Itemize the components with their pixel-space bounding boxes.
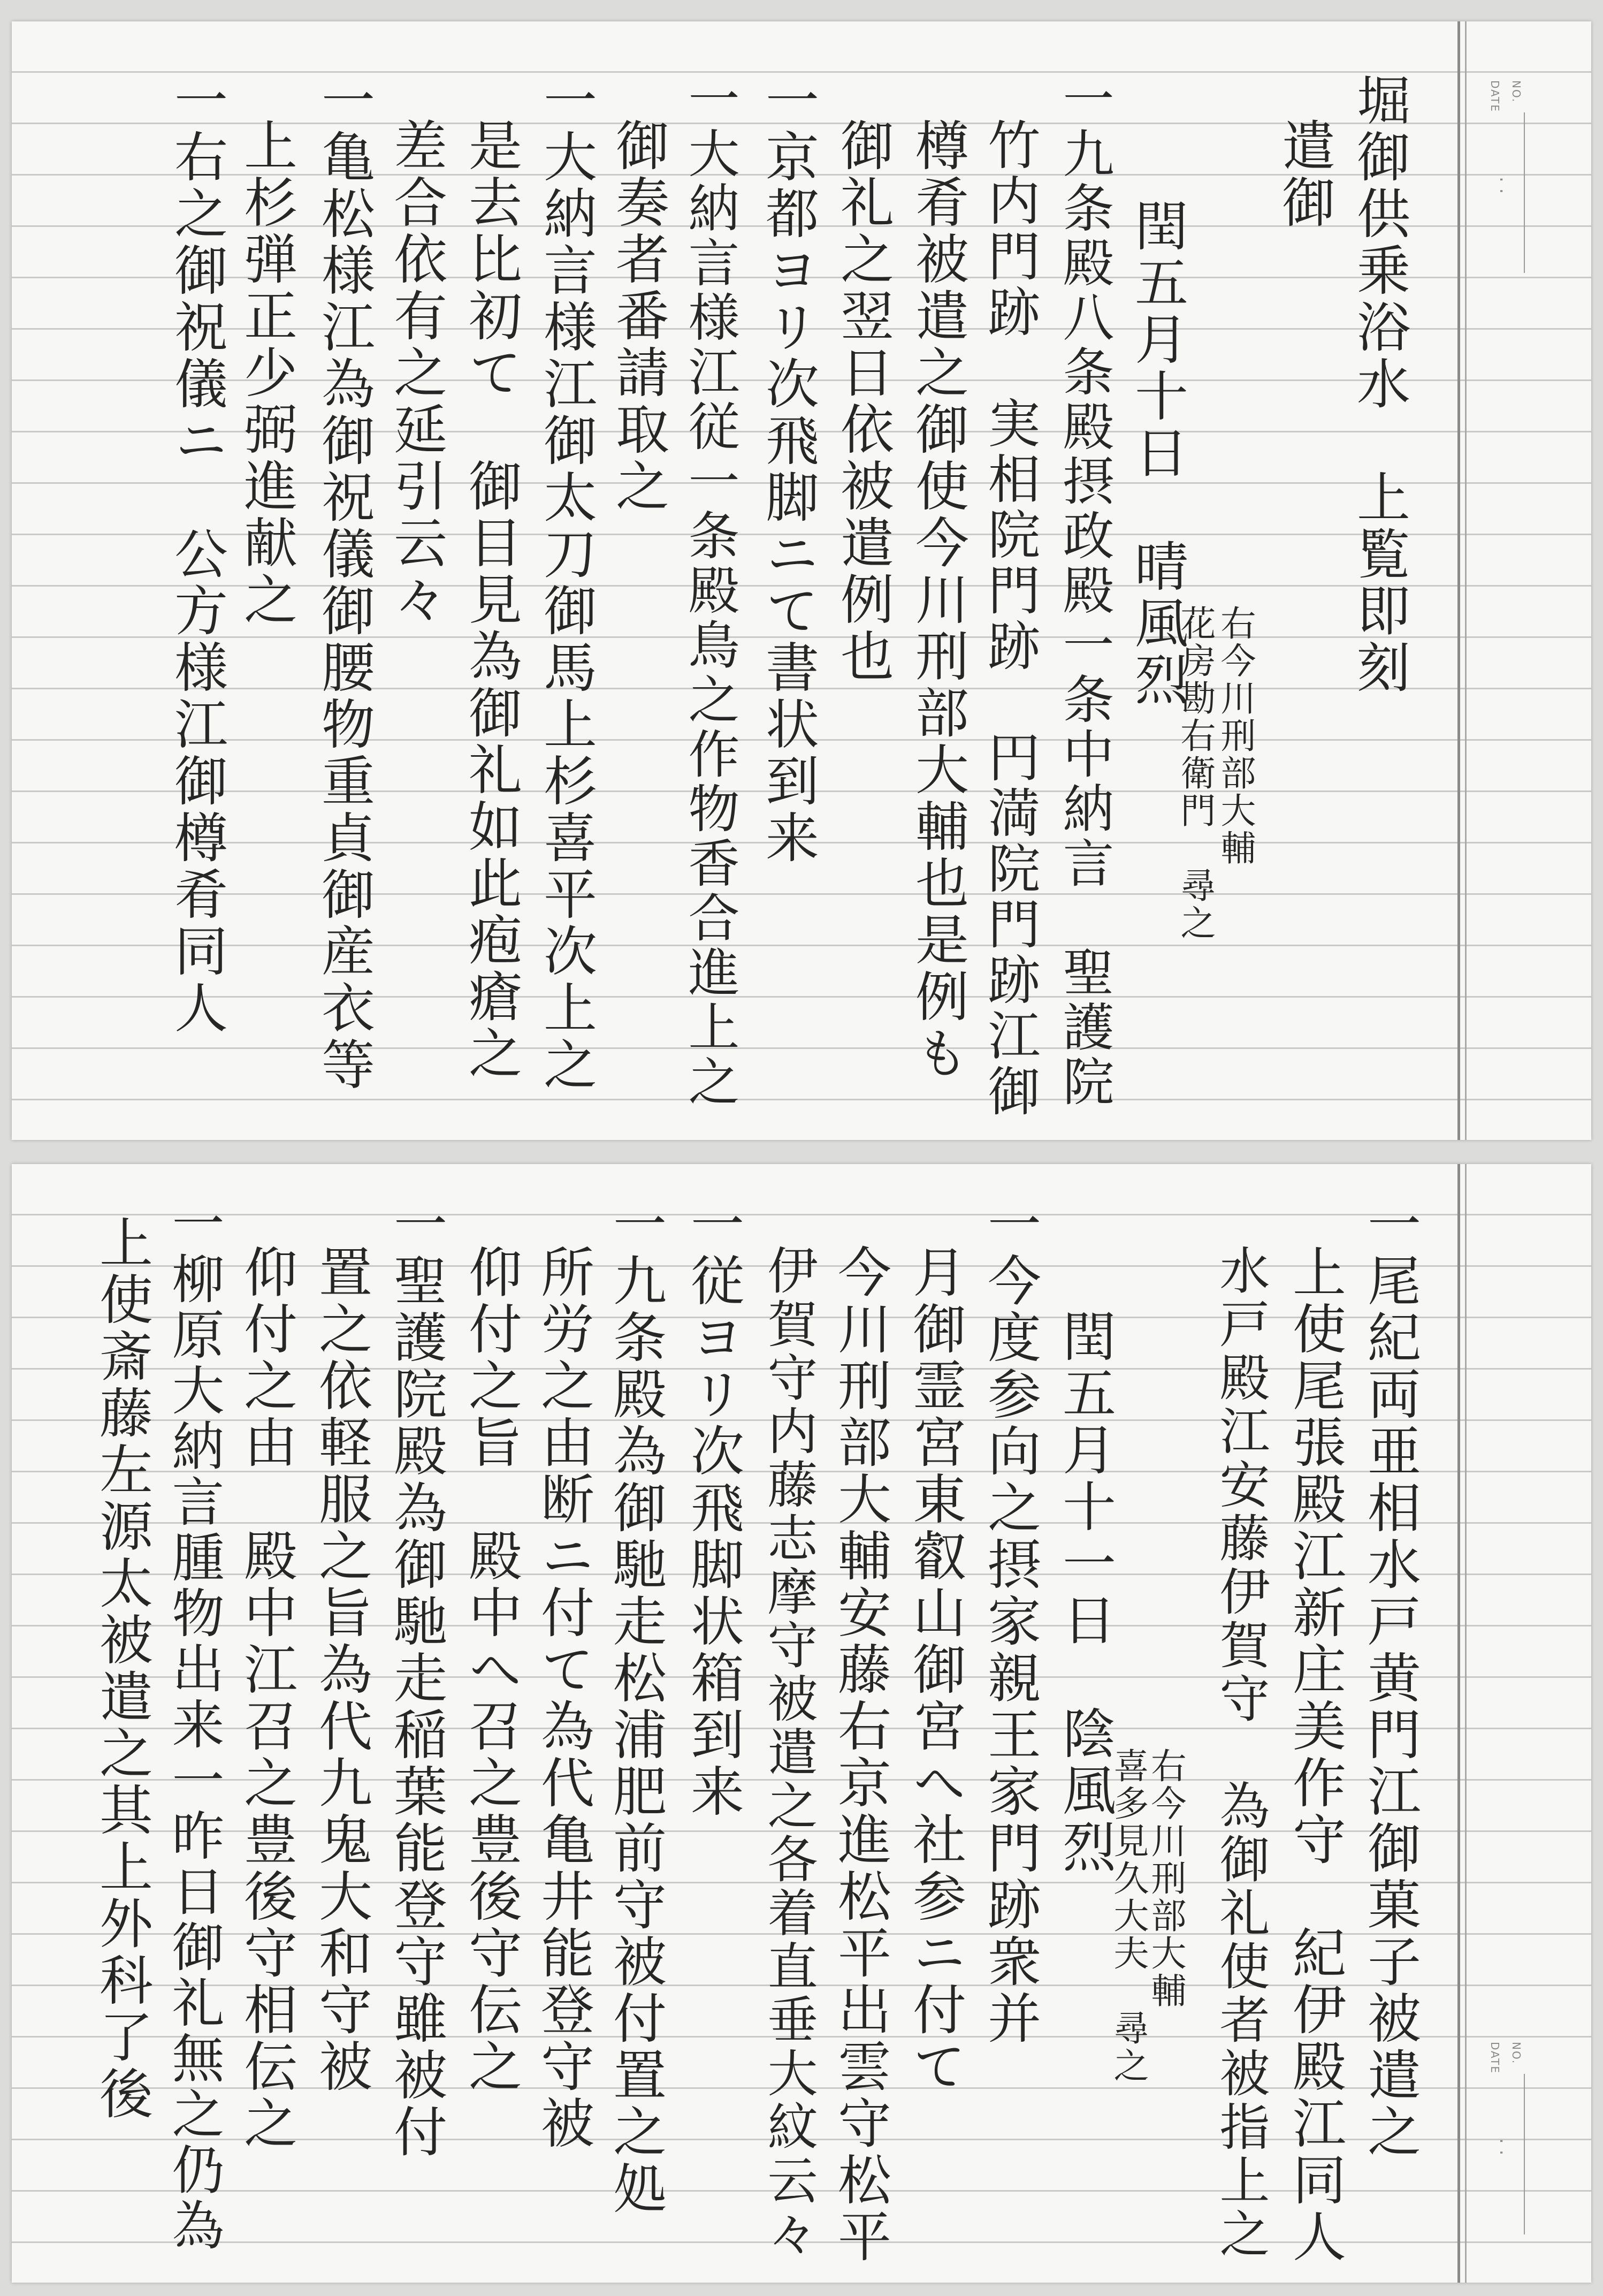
text-column: 御奏者番請取之 — [607, 118, 669, 515]
text-column: 置之依軽服之旨為代九鬼大和守被 — [310, 1244, 372, 2095]
text-column: 上杉弾正少弼進献之 — [235, 118, 297, 628]
text-column: 上使斎藤左源太被遣之其上外科了後 — [90, 1215, 153, 2123]
text-column: 今川刑部大輔安藤右京進松平出雲守松平 — [829, 1244, 891, 2265]
date-label: DATE — [1488, 80, 1501, 113]
date-heading: 閏五月十一日 陰風烈 — [1054, 1309, 1116, 1876]
text-column: 一大納言様江御太刀御馬上杉喜平次上之 — [535, 72, 597, 1093]
no-label: NO. — [1510, 80, 1523, 103]
text-column-small: 右今川刑部大輔 — [1215, 605, 1256, 867]
text-column: 遣御 — [1273, 118, 1335, 231]
text-column: 一京都ヨリ次飛脚ニて書状到来 — [757, 72, 819, 866]
text-column: 一柳原大納言腫物出来一昨日御礼無之仍為 — [163, 1196, 224, 2254]
text-column: 堀御供乗浴水 上覧即刻 — [1348, 72, 1410, 696]
text-column: 一右之御祝儀ニ 公方様江御樽肴同人 — [165, 72, 228, 1037]
text-column: 伊賀守内藤志摩守被遣之各着直垂大紋云々 — [759, 1244, 817, 2261]
text-column: 一尾紀両亜相水戸黄門江御菓子被遣之 — [1358, 1196, 1421, 2161]
binding-line — [1457, 1164, 1460, 2283]
no-label: NO. — [1510, 2042, 1523, 2065]
text-column-small: 右今川刑部大輔 — [1145, 1747, 1186, 2010]
text-column: 御礼之翌日依被遣例也 — [831, 118, 894, 685]
text-column: 一九条殿八条殿摂政殿一条中納言 聖護院 — [1055, 72, 1115, 1109]
text-column: 一従ヨリ次飛脚状箱到来 — [682, 1196, 744, 1820]
text-column: 一亀松様江為御祝儀御腰物重貞御産衣等 — [312, 72, 375, 1093]
text-column-small: 喜多見久大夫 尋之 — [1108, 1747, 1149, 2085]
text-column: 樽肴被遣之御使今川刑部大輔也是例も — [906, 118, 969, 1082]
text-column: 是去比初て 御目見為御礼如此疱瘡之 — [460, 118, 522, 1082]
binding-line — [1465, 21, 1467, 1140]
no-date-stamp — [1488, 80, 1547, 273]
text-column-small: 花房勘右衛門 尋之 — [1174, 605, 1216, 942]
text-column: 月御霊宮東叡山御宮へ社参ニ付て — [904, 1244, 966, 2095]
text-column: 一大納言様江従一条殿鳥之作物香合進上之 — [680, 72, 740, 1109]
date-dots: . . — [1495, 2138, 1517, 2156]
date-heading: 閏五月十日 晴風烈 — [1126, 198, 1188, 709]
text-column: 水戸殿江安藤伊賀守 為御礼使者被指上之 — [1211, 1244, 1269, 2261]
text-column: 一今度参向之摂家親王家門跡衆并 — [979, 1196, 1041, 2047]
date-label: DATE — [1488, 2042, 1501, 2074]
text-column: 所労之由断ニ付て為代亀井能登守被 — [532, 1244, 594, 2152]
text-column: 一九条殿為御馳走松浦肥前守被付置之処 — [604, 1196, 667, 2217]
text-column: 一聖護院殿為御馳走稲葉能登守雖被付 — [385, 1196, 447, 2161]
binding-line — [1457, 21, 1460, 1140]
text-column: 上使尾張殿江新庄美作守 紀伊殿江同人 — [1284, 1244, 1346, 2265]
text-column: 竹内門跡 実相院門跡 円満院門跡江御 — [979, 118, 1040, 1120]
text-column: 仰付之旨 殿中へ召之豊後守伝之 — [460, 1244, 522, 2095]
no-line — [1524, 2074, 1525, 2234]
notebook-page-top — [12, 21, 1591, 1140]
no-date-stamp — [1488, 2042, 1547, 2234]
binding-line — [1465, 1164, 1467, 2283]
notebook-page-bottom — [12, 1164, 1591, 2283]
text-column: 仰付之由 殿中江召之豊後守相伝之 — [235, 1244, 297, 2152]
no-line — [1524, 112, 1525, 273]
date-dots: . . — [1495, 177, 1517, 194]
text-column: 差合依有之延引云々 — [385, 118, 447, 628]
